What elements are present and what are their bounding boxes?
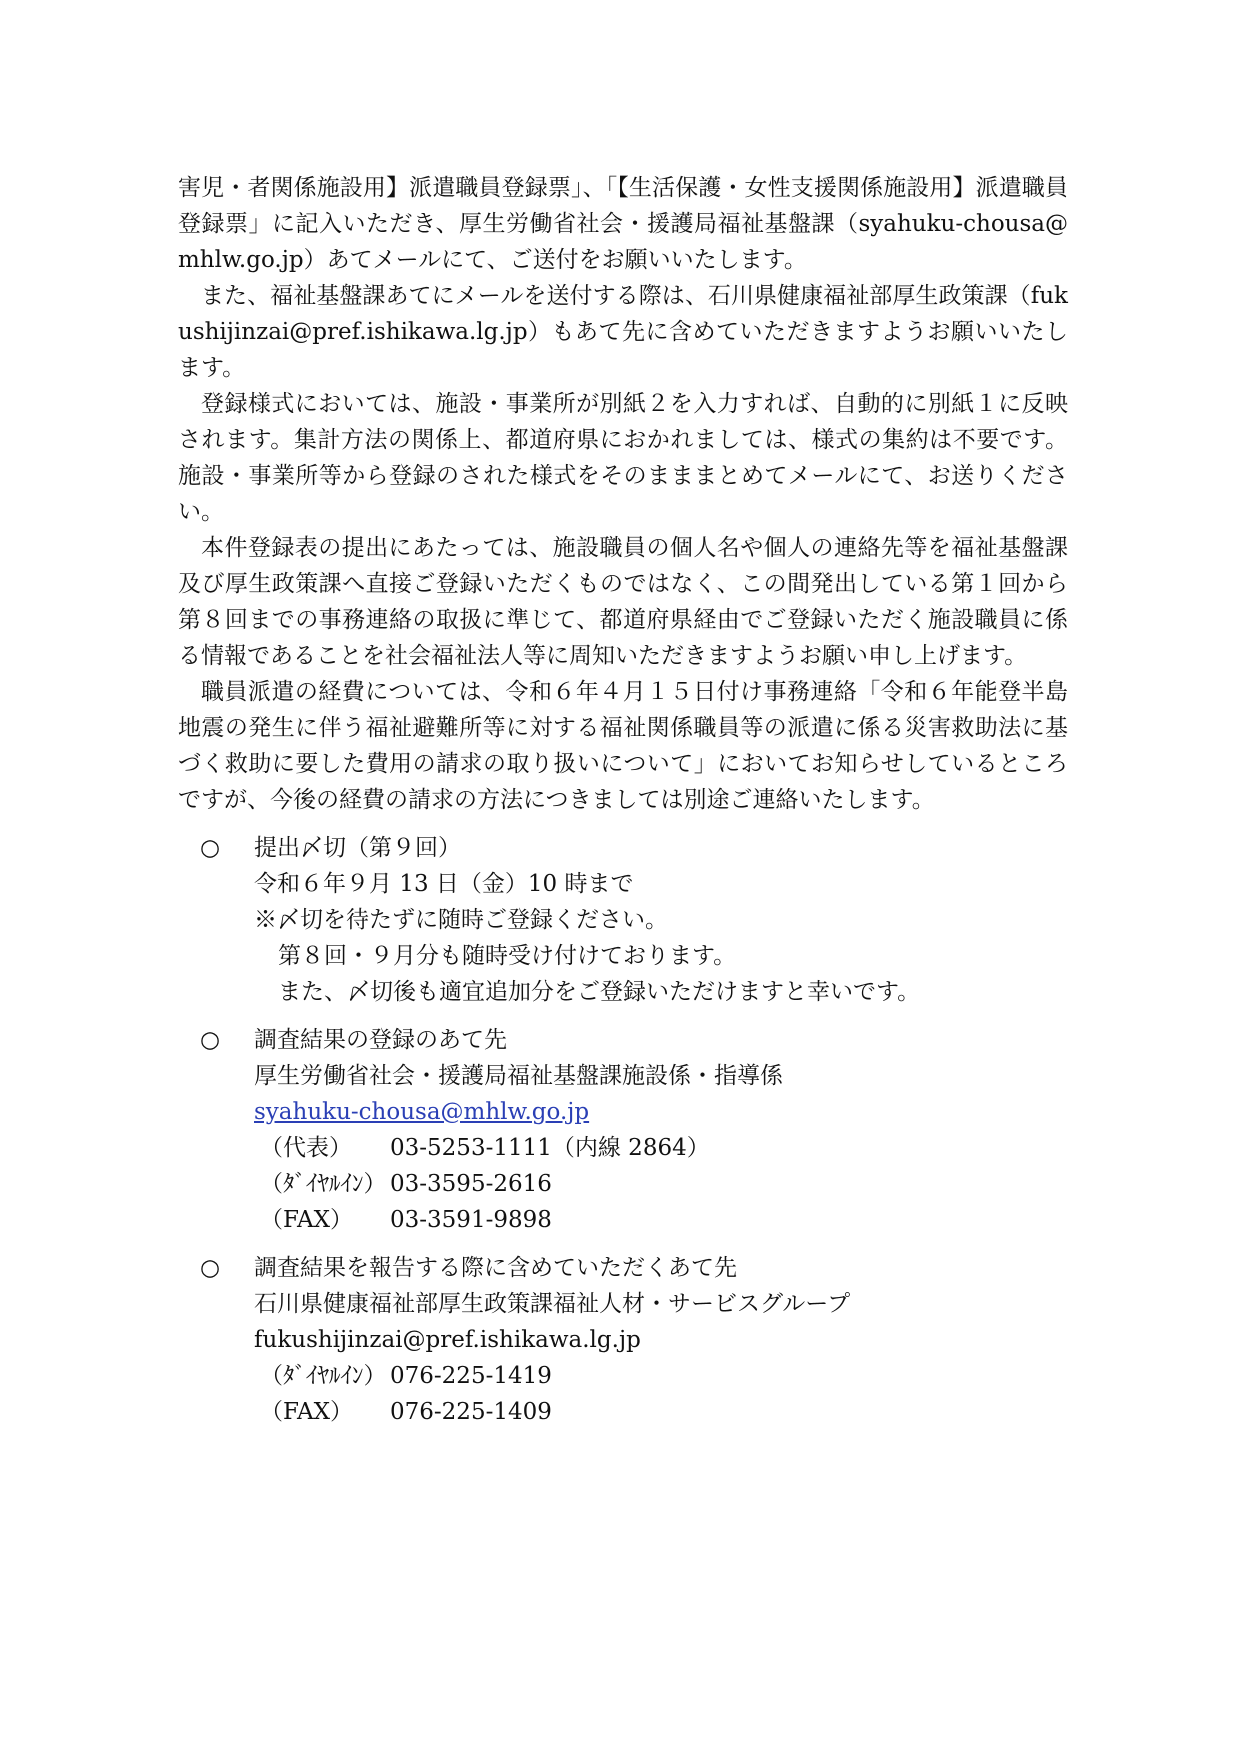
bullet-circle: ○ [200,835,221,861]
deadline-date: 令和６年９月 13 日（金）10 時まで [254,871,634,897]
ishikawa-contact-org: 石川県健康福祉部厚生政策課福祉人材・サービスグループ [254,1291,851,1317]
ishikawa-email: fukushijinzai@pref.ishikawa.lg.jp [254,1327,641,1353]
ishikawa-contact-title: 調査結果を報告する際に含めていただくあて先 [254,1255,737,1281]
paragraph-expenses: 職員派遣の経費については、令和６年４月１５日付け事務連絡「令和６年能登半島地震の発生に伴う福祉避難所等に対する福祉関係職員等の派遣に係る災害救助法に基づく救助に要した費用の請求の取り扱いについて」においてお知らせしているところですが、今後の経費の請求の方法につきましては別途ご連絡いたします。 [178,679,1069,813]
mhlw-email-link[interactable]: syahuku-chousa@mhlw.go.jp [254,1099,590,1125]
paragraph-privacy-notice: 本件登録表の提出にあたっては、施設職員の個人名や個人の連絡先等を福祉基盤課及び厚生政策課へ直接ご登録いただくものではなく、この間発出している第１回から第８回までの事務連絡の取扱に準じて、都道府県経由でご登録いただく施設職員に係る情報であることを社会福祉法人等に周知いただきますようお願い申し上げます。 [178,535,1069,669]
phone-label: （代表） [260,1135,352,1161]
contact-phone-row [200,1394,1060,1430]
deadline-note: 第８回・９月分も随時受け付けております。 [278,943,737,969]
fax-value: 076-225-1409 [390,1399,552,1425]
paragraph-form-format: 登録様式においては、施設・事業所が別紙２を入力すれば、自動的に別紙１に反映されます。集計方法の関係上、都道府県におかれましては、様式の集約は不要です。施設・事業所等から登録のされた様式をそのまままとめてメールにて、お送りください。 [178,391,1068,525]
contact-phone-row [200,1130,1060,1166]
fax-label: （FAX） [260,1207,353,1233]
phone-value: 03-5253-1111（内線 2864） [390,1135,710,1161]
deadline-title: 提出〆切（第９回） [254,835,461,861]
paragraph-cc-ishikawa: また、福祉基盤課あてにメールを送付する際は、石川県健康福祉部厚生政策課（fukushijinzai@pref.ishikawa.lg.jp）もあて先に含めていただきますようお願いいたします。 [178,283,1068,381]
phone-value: 03-3595-2616 [390,1171,552,1197]
bullet-circle: ○ [200,1027,221,1053]
mhlw-contact-section [200,1022,1060,1238]
ishikawa-contact-section [200,1250,1060,1430]
body-text [178,170,1068,818]
contact-phone-row [200,1202,1060,1238]
fax-value: 03-3591-9898 [390,1207,552,1233]
mhlw-contact-org: 厚生労働省社会・援護局福祉基盤課施設係・指導係 [254,1063,783,1089]
paragraph-registration-forms: 害児・者関係施設用】派遣職員登録票」、「【生活保護・女性支援関係施設用】派遣職員登録票」に記入いただき、厚生労働省社会・援護局福祉基盤課（syahuku-chousa@mhlw.go.jp）あてメールにて、ご送付をお願いいたします。 [178,175,1068,273]
fax-label: （FAX） [260,1399,353,1425]
bullet-circle: ○ [200,1255,221,1281]
mhlw-contact-title: 調査結果の登録のあて先 [254,1027,507,1053]
deadline-note: ※〆切を待たずに随時ご登録ください。 [254,907,668,933]
contact-phone-row [200,1358,1060,1394]
deadline-section [200,830,1060,1010]
phone-label: （ﾀﾞｲﾔﾙｲﾝ） [260,1171,387,1197]
deadline-note: また、〆切後も適宜追加分をご登録いただけますと幸いです。 [278,979,921,1005]
phone-value: 076-225-1419 [390,1363,552,1389]
phone-label: （ﾀﾞｲﾔﾙｲﾝ） [260,1363,387,1389]
contact-phone-row [200,1166,1060,1202]
